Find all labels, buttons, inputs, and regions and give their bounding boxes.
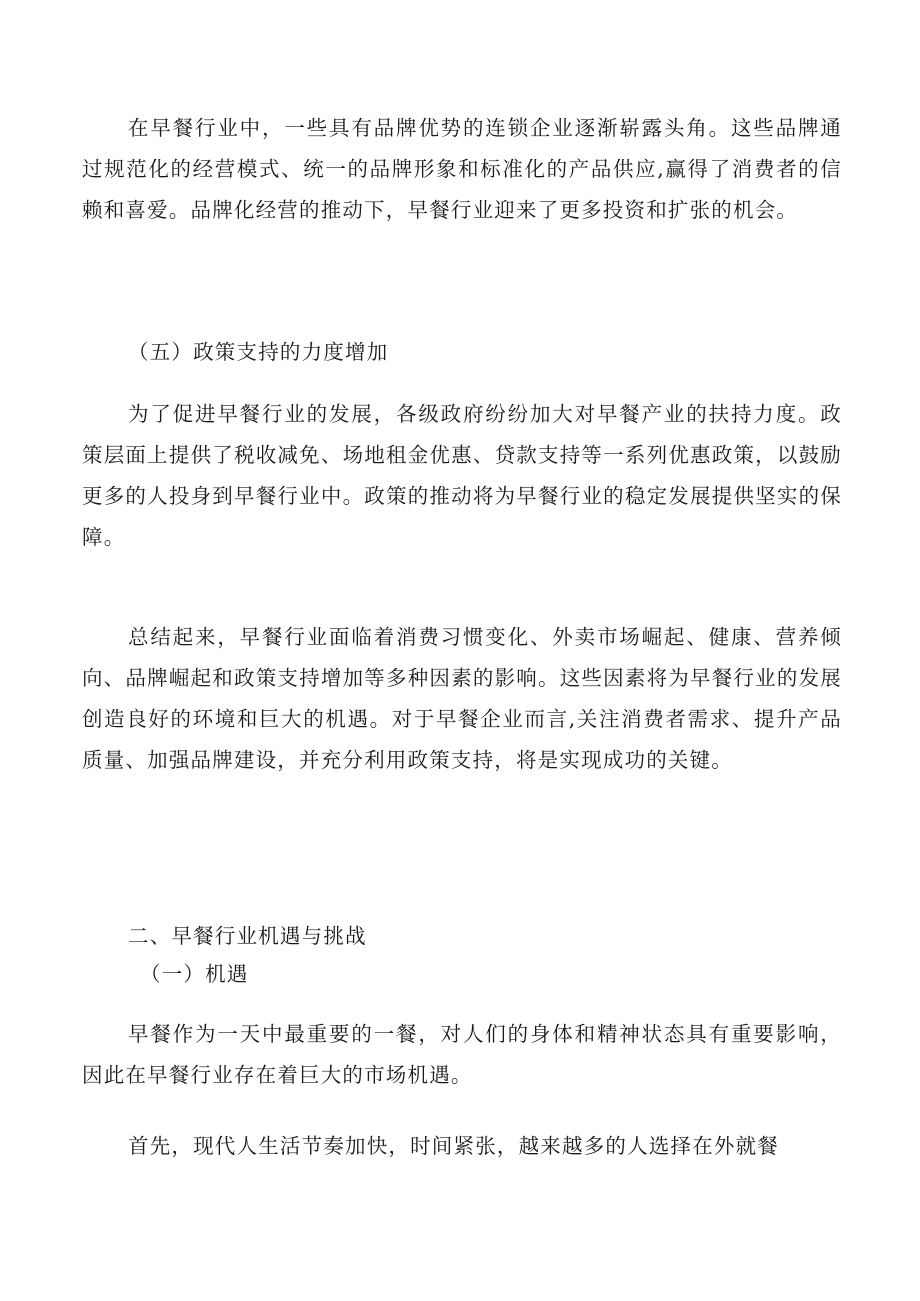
paragraph-brand-chains: 在早餐行业中，一些具有品牌优势的连锁企业逐渐崭露头角。这些品牌通过规范化的经营模式、统一的品牌形象和标准化的产品供应,赢得了消费者的信赖和喜爱。品牌化经营的推动下，早餐行业迎来了更多投资和扩张的机会。: [82, 116, 842, 222]
paragraph-first-point: 首先，现代人生活节奏加快，时间紧张，越来越多的人选择在外就餐: [128, 1134, 779, 1158]
paragraph-breakfast-importance: 早餐作为一天中最重要的一餐，对人们的身体和精神状态具有重要影响，因此在早餐行业存在着巨大的市场机遇。: [82, 1022, 842, 1087]
section-title-opportunities-challenges: 二、早餐行业机遇与挑战: [128, 924, 367, 948]
heading-policy-support: （五）政策支持的力度增加: [128, 340, 389, 364]
paragraph-policy-support: 为了促进早餐行业的发展，各级政府纷纷加大对早餐产业的扶持力度。政策层面上提供了税收减免、场地租金优惠、贷款支持等一系列优惠政策，以鼓励更多的人投身到早餐行业中。政策的推动将为早餐行业的稳定发展提供坚实的保障。: [82, 402, 842, 549]
subsection-title-opportunities: （一）机遇: [140, 962, 249, 986]
paragraph-summary: 总结起来，早餐行业面临着消费习惯变化、外卖市场崛起、健康、营养倾向、品牌崛起和政策支持增加等多种因素的影响。这些因素将为早餐行业的发展创造良好的环境和巨大的机遇。对于早餐企业而言,关注消费者需求、提升产品质量、加强品牌建设，并充分利用政策支持，将是实现成功的关键。: [82, 625, 842, 772]
